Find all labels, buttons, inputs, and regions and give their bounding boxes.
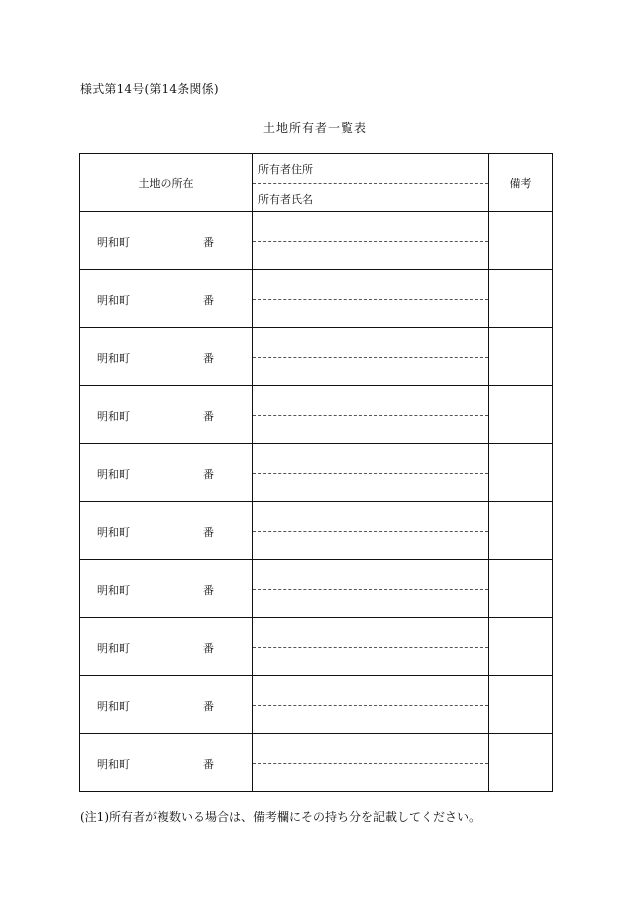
header-owner: [253, 154, 489, 212]
address-name-divider: [253, 531, 488, 532]
owner-cell[interactable]: [253, 502, 489, 560]
remarks-cell[interactable]: [489, 734, 553, 792]
location-cell[interactable]: [80, 560, 253, 618]
location-cell[interactable]: [80, 734, 253, 792]
header-owner-name: 所有者氏名: [258, 193, 313, 206]
owner-cell[interactable]: [253, 618, 489, 676]
owner-cell[interactable]: [253, 734, 489, 792]
location-cell[interactable]: [80, 502, 253, 560]
lot-number-suffix: 番: [203, 236, 214, 249]
table-row: [80, 444, 553, 502]
owner-cell[interactable]: [253, 386, 489, 444]
owner-cell[interactable]: [253, 212, 489, 270]
lot-number-suffix: 番: [203, 294, 214, 307]
remarks-cell[interactable]: [489, 212, 553, 270]
lot-number-suffix: 番: [203, 526, 214, 539]
table-header-row: [80, 154, 553, 212]
location-cell[interactable]: [80, 270, 253, 328]
remarks-cell[interactable]: [489, 386, 553, 444]
address-name-divider: [253, 473, 488, 474]
owner-cell[interactable]: [253, 270, 489, 328]
town-label: 明和町: [97, 584, 130, 597]
address-name-divider: [253, 589, 488, 590]
header-divider: [253, 183, 488, 184]
address-name-divider: [253, 647, 488, 648]
header-owner-address: 所有者住所: [258, 163, 313, 176]
town-label: 明和町: [97, 526, 130, 539]
address-name-divider: [253, 763, 488, 764]
lot-number-suffix: 番: [203, 700, 214, 713]
owner-cell[interactable]: [253, 328, 489, 386]
table-row: [80, 328, 553, 386]
table-row: [80, 618, 553, 676]
location-cell[interactable]: [80, 328, 253, 386]
lot-number-suffix: 番: [203, 410, 214, 423]
town-label: 明和町: [97, 236, 130, 249]
town-label: 明和町: [97, 468, 130, 481]
owner-cell[interactable]: [253, 560, 489, 618]
table-row: [80, 386, 553, 444]
table-row: [80, 676, 553, 734]
remarks-cell[interactable]: [489, 560, 553, 618]
location-cell[interactable]: [80, 444, 253, 502]
table-row: [80, 270, 553, 328]
footnote: (注1)所有者が複数いる場合は、備考欄にその持ち分を記載してください。: [80, 810, 482, 824]
header-remarks: 備考: [489, 154, 553, 212]
address-name-divider: [253, 705, 488, 706]
lot-number-suffix: 番: [203, 758, 214, 771]
remarks-cell[interactable]: [489, 444, 553, 502]
table-row: [80, 734, 553, 792]
owner-cell[interactable]: [253, 676, 489, 734]
town-label: 明和町: [97, 758, 130, 771]
landowner-table: [79, 153, 553, 792]
remarks-cell[interactable]: [489, 270, 553, 328]
town-label: 明和町: [97, 700, 130, 713]
location-cell[interactable]: [80, 386, 253, 444]
remarks-cell[interactable]: [489, 502, 553, 560]
address-name-divider: [253, 299, 488, 300]
lot-number-suffix: 番: [203, 352, 214, 365]
address-name-divider: [253, 357, 488, 358]
remarks-cell[interactable]: [489, 618, 553, 676]
location-cell[interactable]: [80, 618, 253, 676]
header-location: 土地の所在: [80, 154, 253, 212]
town-label: 明和町: [97, 410, 130, 423]
table-row: [80, 212, 553, 270]
document-title: 土地所有者一覧表: [262, 121, 367, 135]
table-row: [80, 560, 553, 618]
lot-number-suffix: 番: [203, 468, 214, 481]
lot-number-suffix: 番: [203, 584, 214, 597]
location-cell[interactable]: [80, 676, 253, 734]
location-cell[interactable]: [80, 212, 253, 270]
remarks-cell[interactable]: [489, 328, 553, 386]
remarks-cell[interactable]: [489, 676, 553, 734]
form-number: 様式第14号(第14条関係): [80, 82, 219, 96]
lot-number-suffix: 番: [203, 642, 214, 655]
address-name-divider: [253, 415, 488, 416]
town-label: 明和町: [97, 294, 130, 307]
address-name-divider: [253, 241, 488, 242]
town-label: 明和町: [97, 642, 130, 655]
owner-cell[interactable]: [253, 444, 489, 502]
table-row: [80, 502, 553, 560]
town-label: 明和町: [97, 352, 130, 365]
